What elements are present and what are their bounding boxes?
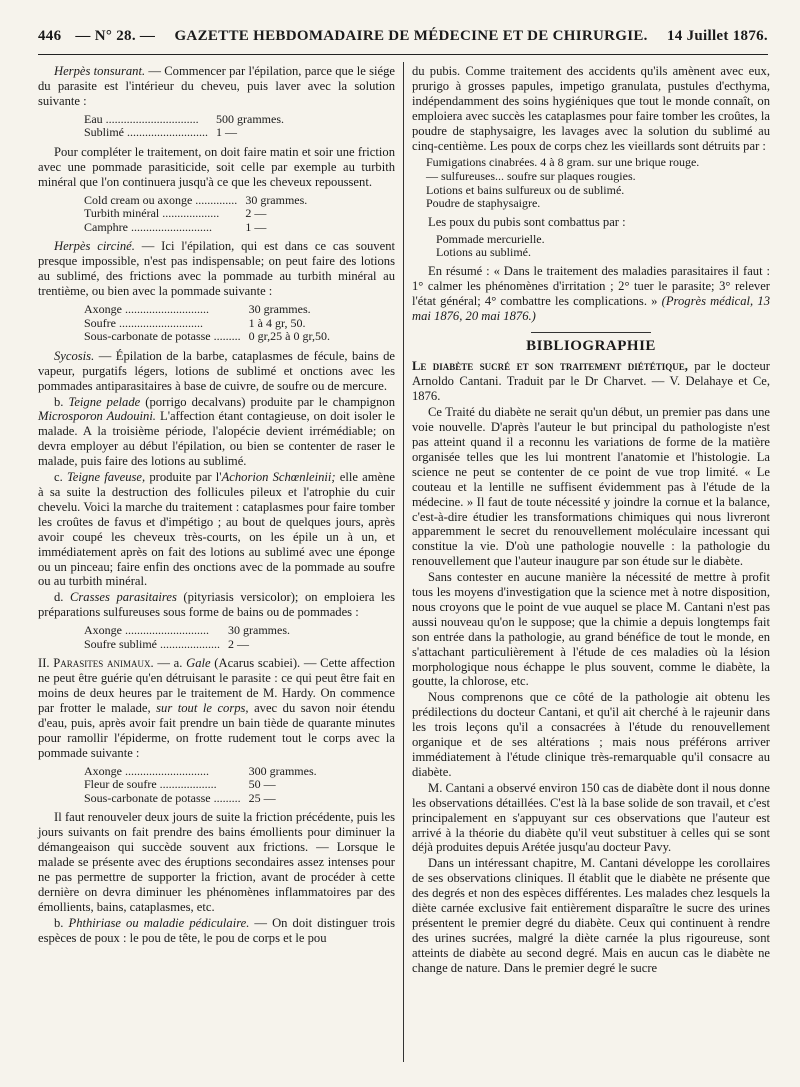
page-number: 446: [38, 28, 62, 44]
ingredient-name: Cold cream ou axonge ..............: [84, 192, 238, 207]
ingredient-quantity: 300 grammes.: [248, 763, 317, 778]
ingredient-name: Camphre ...........................: [84, 219, 212, 234]
list-item: Lotions et bains sulfureux ou de sublimé.: [426, 182, 625, 197]
journal-title: GAZETTE HEBDOMADAIRE DE MÉDECINE ET DE CHIRURGIE.: [174, 28, 648, 44]
list-item: — sulfureuses... soufre sur plaques rougies.: [426, 169, 636, 184]
heading-teigne-pelade: Teigne pelade: [68, 394, 141, 409]
text-teigne-pelade-2: L'affection étant contagieuse, on doit isoler le malade. A la troisième période, l'alopécie devient irrémédiable; on devra employer au début l'épilation, ou bien se contenter de raser le malade, puis faire des lotions au sublimé.: [38, 409, 396, 469]
recipe-row: [84, 113, 284, 127]
list-poux-pubis: [426, 233, 770, 260]
heading-teigne-faveuse: Teigne faveuse,: [66, 470, 146, 485]
ingredient-quantity: 500 grammes.: [216, 111, 285, 126]
paragraph-review-2: Sans contester en aucune manière la nécessité de mettre à profit tous les moyens d'investigation que la science met à notre disposition, nous croyons que le point de vue auquel se place M. Cantani n'est pas aussi nouveau qu'on le suppose; que la chimie a depuis longtemps fait son entrée dans la pathologie, au grand bénéfice de tout le monde, en s'attachant particulièrement à l'étude de ces maladies où la lésion morphologique nous échappe le plus souvent, comme le diabète, la goutte, la chlorose, etc.: [412, 570, 770, 689]
fungus-microsporon: Microsporon Audouini.: [38, 409, 156, 424]
ingredient-name: Turbith minéral ...................: [84, 206, 220, 221]
text-gale-italic: sur tout le corps,: [156, 701, 249, 716]
paragraph-review-1: Ce Traité du diabète ne serait qu'un début, un premier pas dans une voie nouvelle. D'après l'auteur le but principal du pathologiste n'est pas atteint quand il a reconnu les variations de forme de la matière organisée telles que les lui montrent l'anatomie et l'histologie. La science ne peut se contenter de ce point de vue trop limité. « Le couteau et la lentille ne suffisent évidemment pas à l'étude de la médecine. » Il faut de toute nécessité y joindre la cornue et la balance, c'est-à-dire étudier les transformations chimiques qui nous livreront apparemment le secret du renouvellement moléculaire incessant qui constitue la vie. D'où une pathologie nouvelle : la pathologie du renouvellement que l'auteur inaugure par son étude sur le diabète.: [412, 405, 770, 569]
text-sycosis: — Épilation de la barbe, cataplasmes de fécule, bains de vapeur, purgatifs légers, lotions de sublimé et onctions avec les pommades antiparasitaires à base de cuivre, de soufre ou de mercure.: [38, 348, 395, 393]
recipe-row: [84, 126, 284, 140]
recipe-row: [84, 194, 307, 208]
paragraph-teigne-pelade: [38, 395, 395, 470]
heading-phthiriase: Phthiriase ou maladie pédiculaire.: [68, 915, 250, 930]
text-herpes-tonsurant: — Commencer par l'épilation, parce que le siége du parasite est l'intérieur du cheveu, puis laver avec la solution suivante :: [38, 64, 395, 108]
paragraph-herpes-tonsurant: [38, 64, 395, 109]
ingredient-name: Sublimé ...........................: [84, 125, 209, 140]
paragraph-teigne-faveuse: [38, 470, 395, 589]
left-column: [38, 64, 395, 947]
ingredient-quantity: 30 grammes.: [248, 302, 311, 317]
paragraph-review-5: Dans un intéressant chapitre, M. Cantani développe les corollaires de ses observations cliniques. Il établit que le diabète ne présente que des degrés et non des espèces différentes. Les malades chez lesquels la diète carnée exclusive fait entièrement disparaître le sucre des urines présentent le premier degré du diabète. Ceux qui continuent à rendre des urines sucrées, malgré la diète carnée la plus rigoureuse, sont atteints de diabète au second degré. Mais en aucun cas le diabète ne change de nature. Dans le premier degré le sucre: [412, 856, 770, 975]
recipe-row: [84, 221, 307, 235]
label-a: — a.: [153, 656, 187, 671]
text-herpes-circine: — Ici l'épilation, qui est dans ce cas souvent presque impossible, n'est pas indispensable; on peut faire des lotions au sublimé, des frictions avec la pommade au turbith minéral au trentième, ou bien avec la pommade suivante :: [38, 239, 395, 299]
right-column: [412, 64, 770, 977]
paragraph-renouveler: Il faut renouveler deux jours de suite la friction précédente, puis les jours suivants on fait prendre des bains émollients pour diminuer la démangeaison qui succède souvent aux frictions. — Lorsque le malade se présente avec des éruptions secondaires assez intenses pour ne pas permettre de supporter la friction, avant de procéder à cette dernière on devra diminuer les phénomènes inflammatoires par des émollients, bains, cataplasmes, etc.: [38, 810, 395, 914]
recipe-hardy-pommade: [84, 765, 317, 806]
heading-gale: Gale: [186, 656, 211, 671]
text-gale-1: (Acarus scabiei). — Cette affection ne peut être guérie qu'en détruisant le parasite : ce qui peut être fait en moins de deux heures par le traitement de M. Hardy. On commence par frotter le malade,: [38, 656, 395, 716]
list-item: Lotions au sublimé.: [436, 245, 531, 260]
heading-crasses: Crasses parasitaires: [70, 590, 177, 605]
ingredient-quantity: 1 à 4 gr, 50.: [248, 315, 306, 330]
list-item: Pommade mercurielle.: [436, 231, 545, 246]
ingredient-name: Axonge ............................: [84, 302, 209, 317]
label-b: b.: [54, 394, 69, 409]
paragraph-parasites-animaux: [38, 656, 395, 760]
heading-herpes-circine: Herpès circiné.: [54, 239, 135, 254]
text-gale-2: avec du savon noir étendu d'eau, puis, après avoir fait prendre un bain tiède de quarante minutes pour ramollir l'épiderme, on frotte rudement tout le corps avec la pommade suivante :: [38, 701, 395, 760]
ingredient-quantity: 25 —: [248, 790, 276, 805]
heading-parasites-animaux: Parasites animaux.: [53, 656, 154, 671]
list-poux-corps: [426, 156, 770, 210]
source-progres-medical: (Progrès médical, 13 mai 1876, 20 mai 1876.): [412, 293, 770, 323]
label-b2: b.: [54, 915, 69, 930]
recipe-row: [84, 638, 290, 652]
section-rule: [531, 332, 651, 333]
ingredient-name: Fleur de soufre ...................: [84, 777, 217, 792]
ingredient-name: Axonge ............................: [84, 763, 209, 778]
recipe-soufre-pommade: [84, 303, 330, 344]
recipe-soufre-sublime: [84, 624, 290, 651]
recipe-turbith-pommade: [84, 194, 307, 235]
ingredient-name: Soufre ............................: [84, 315, 203, 330]
book-title: Le diabète sucré et son traitement diététique,: [412, 359, 688, 374]
ingredient-name: Axonge ............................: [84, 623, 209, 638]
ingredient-name: Sous-carbonate de potasse .........: [84, 790, 241, 805]
text-resume: En résumé : « Dans le traitement des maladies parasitaires il faut : 1° calmer les phénomènes d'irritation ; 2° tuer le parasite; 3° relever l'état général; 4° combattre les complications. »: [412, 263, 770, 308]
fungus-achorion: Achorion Schœnleinii;: [221, 470, 336, 485]
issue-number: — N° 28. —: [75, 28, 156, 44]
ingredient-quantity: 30 grammes.: [245, 192, 308, 207]
recipe-row: [84, 317, 330, 331]
recipe-row: [84, 330, 330, 344]
column-divider: [403, 62, 404, 1062]
heading-sycosis: Sycosis.: [54, 348, 95, 363]
paragraph-phthiriase: [38, 916, 395, 946]
list-item: Poudre de staphysaigre.: [426, 196, 541, 211]
ingredient-quantity: 50 —: [248, 777, 276, 792]
text-crasses: (pityriasis versicolor); on emploiera les préparations sulfureuses sous forme de bains ou de pommades :: [38, 590, 395, 620]
bibliography-reference: [412, 359, 770, 404]
recipe-row: [84, 792, 317, 806]
recipe-row: [84, 778, 317, 792]
issue-date: 14 Juillet 1876.: [666, 28, 768, 44]
paragraph-review-4: M. Cantani a observé environ 150 cas de diabète dont il nous donne les observations détaillées. C'est là la base solide de son travail, et c'est principalement en s'appuyant sur ces observations que l'auteur est arrivé à la théorie du diabète qu'il veut substituer à celles qui se sont déjà produites depuis Arétée jusqu'au docteur Pavy.: [412, 780, 770, 855]
label-c: c.: [54, 470, 67, 485]
book-details: par le docteur Arnoldo Cantani. Traduit par le Dr Charvet. — V. Delahaye et Ce, 1876.: [412, 359, 770, 404]
recipe-row: [84, 765, 317, 779]
paragraph-pubis: du pubis. Comme traitement des accidents qu'ils amènent avec eux, prurigo à grosses papules, impetigo granulata, pustules d'ecthyma, indépendamment des soins hygiéniques que tout le monde connaît, on emploiera avec succès les cataplasmes pour faire tomber les croûtes, la poudre de staphysaigre, les lavages avec la solution du sublimé au cinq-centième. Les poux de corps chez les vieillards sont détruits par :: [412, 64, 770, 153]
paragraph-review-3: Nous comprenons que ce côté de la pathologie ait obtenu les prédilections du docteur Cantani, et qu'il ait cherché à le rajeunir dans les trois leçons qu'il a consacrées à l'étude du renouvellement organique et de ses altérations ; mais nous préférons arriver immédiatement à l'étude clinique très-remarquable qu'il consacre au diabète.: [412, 690, 770, 779]
paragraph-pour-completer: Pour compléter le traitement, on doit faire matin et soir une friction avec une pommade parasiticide, soit celle par exemple au turbith minéral que l'on continuera jusqu'à ce que les cheveux repoussent.: [38, 144, 395, 189]
label-d: d.: [54, 590, 70, 605]
ingredient-quantity: 2 —: [228, 636, 249, 651]
recipe-row: [84, 624, 290, 638]
ingredient-quantity: 0 gr,25 à 0 gr,50.: [248, 329, 330, 344]
text-teigne-pelade-1: (porrigo decalvans) produite par le champignon: [140, 394, 395, 409]
ingredient-name: Eau ...............................: [84, 111, 199, 126]
ingredient-quantity: 1 —: [216, 125, 238, 140]
page-header: [38, 28, 768, 55]
label-ii: II.: [38, 656, 54, 671]
recipe-sublime-solution: [84, 113, 284, 140]
section-title-bibliographie: BIBLIOGRAPHIE: [526, 337, 656, 354]
list-item: Fumigations cinabrées. 4 à 8 gram. sur une brique rouge.: [426, 155, 700, 170]
ingredient-quantity: 30 grammes.: [228, 623, 290, 638]
paragraph-sycosis: [38, 349, 395, 394]
heading-herpes-tonsurant: Herpès tonsurant.: [54, 64, 146, 78]
paragraph-herpes-circine: [38, 239, 395, 299]
text-phthiriase: — On doit distinguer trois espèces de poux : le pou de tête, le pou de corps et le pou: [38, 915, 396, 945]
ingredient-name: Sous-carbonate de potasse .........: [84, 329, 241, 344]
text-teigne-faveuse-1: produite par l': [145, 470, 222, 485]
text-teigne-faveuse-2: elle amène à sa suite la destruction des follicules pileux et l'atrophie du cuir chevelu. Voici la marche du traitement : cataplasmes pour faire tomber les croûtes de favus et d'impétigo ; au bout de quelques jours, après avoir coupé les cheveux très-courts, on les épile un à un, et immédiatement après on fait des lotions au sublimé avec une éponge ou un pinceau; faire enfin des onctions avec de la pommade au soufre ou au turbith minéral.: [38, 470, 396, 589]
paragraph-resume: [412, 264, 770, 324]
ingredient-quantity: 2 —: [245, 206, 267, 221]
recipe-row: [84, 303, 330, 317]
ingredient-quantity: 1 —: [245, 219, 267, 234]
line-poux-pubis: Les poux du pubis sont combattus par :: [428, 214, 626, 229]
ingredient-name: Soufre sublimé ....................: [84, 636, 220, 651]
recipe-row: [84, 207, 307, 221]
paragraph-crasses: [38, 590, 395, 620]
